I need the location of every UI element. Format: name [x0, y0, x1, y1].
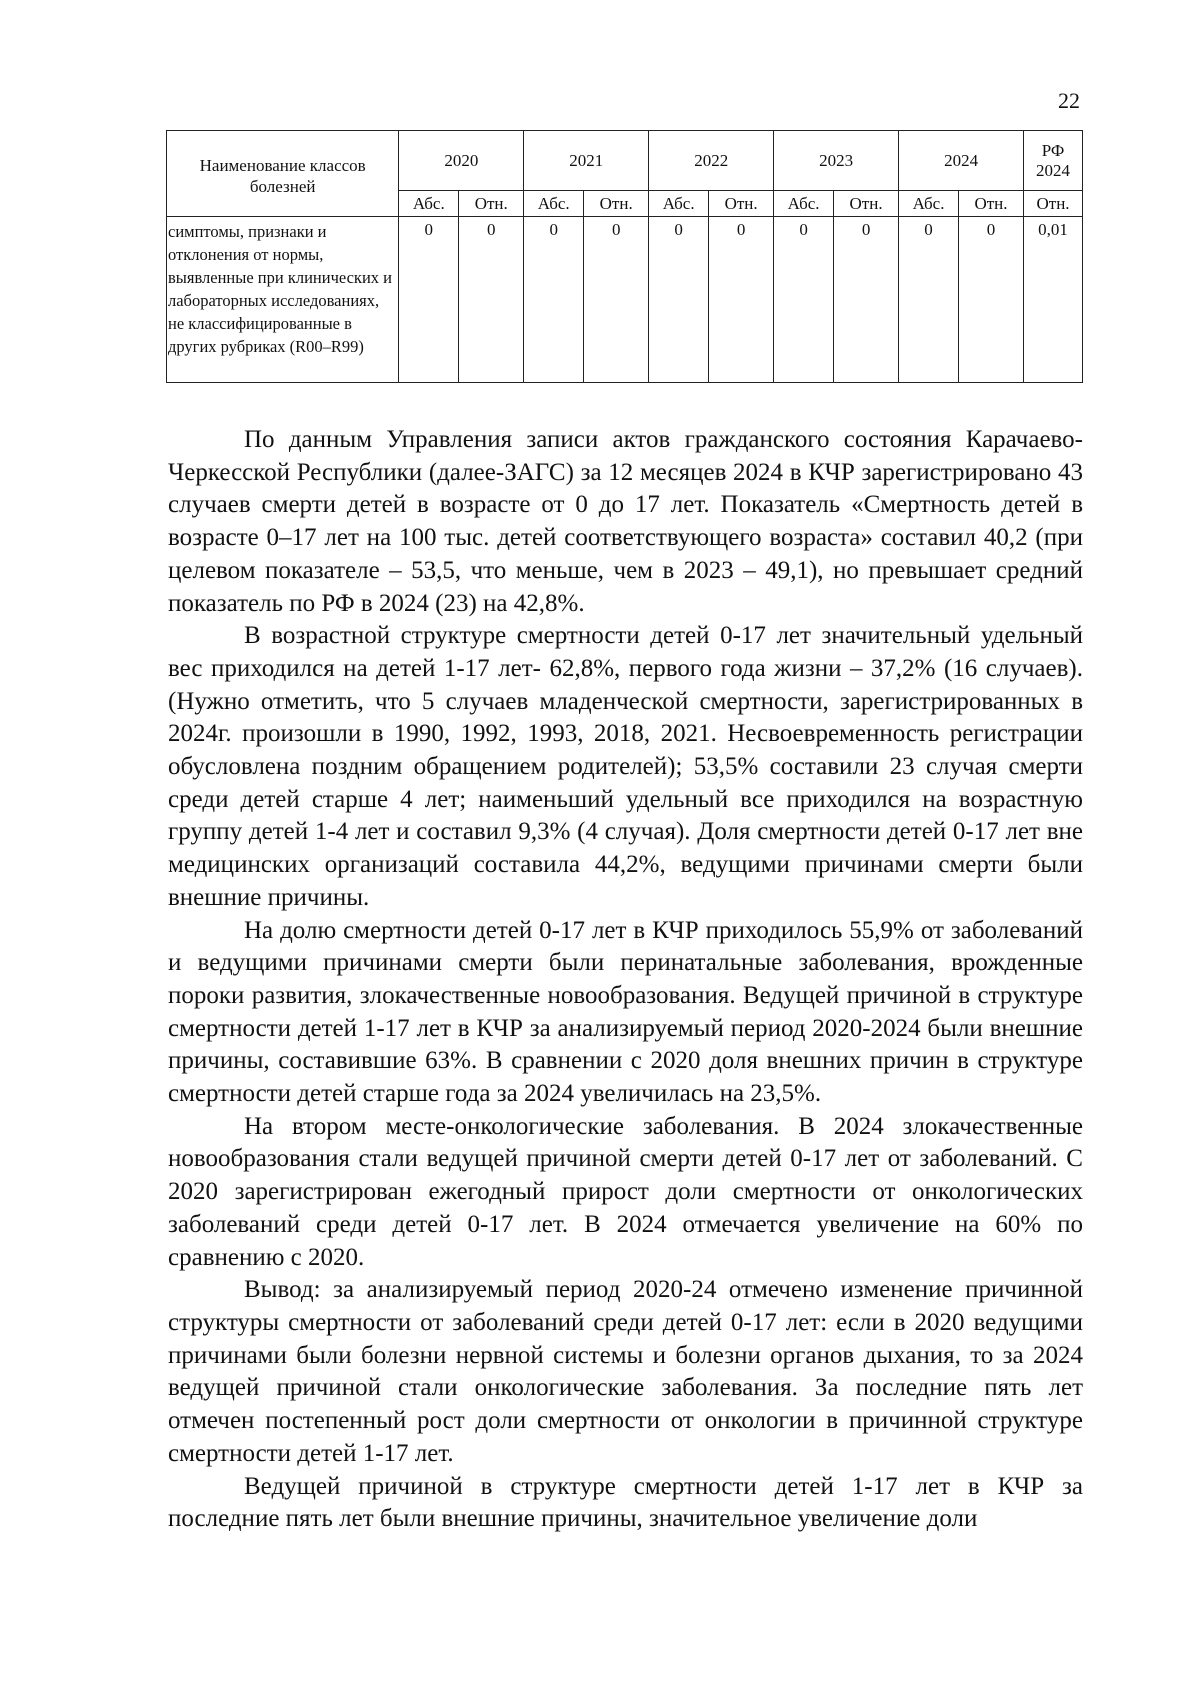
cell-2021-abs: 0 [524, 217, 584, 383]
cell-2023-abs: 0 [774, 217, 834, 383]
header-year-2020: 2020 [399, 131, 524, 191]
header-year-2023: 2023 [774, 131, 899, 191]
subheader-rel: Отн. [834, 191, 899, 217]
header-disease-class: Наименование классов болезней [167, 131, 399, 217]
subheader-abs: Абс. [524, 191, 584, 217]
header-year-2022: 2022 [649, 131, 774, 191]
subheader-rel: Отн. [584, 191, 649, 217]
body-text [168, 424, 1083, 1536]
paragraph: В возрастной структуре смертности детей 0-17 лет значительный удельный вес приходился на детей 1-17 лет- 62,8%, первого года жизни – 37,2% (16 случаев). (Нужно отметить, что 5 случаев младенческой смертности, зарегистрированных в 2024г. произошли в 1990, 1992, 1993, 2018, 2021. Несвоевременность регистрации обусловлена поздним обращением родителей); 53,5% составили 23 случая смерти среди детей старше 4 лет; наименьший удельный все приходился на возрастную группу детей 1-4 лет и составил 9,3% (4 случая). Доля смертности детей 0-17 лет вне медицинских организаций составила 44,2%, ведущими причинами смерти были внешние причины. [168, 622, 1083, 911]
paragraph: На втором месте-онкологические заболевания. В 2024 злокачественные новообразования стали ведущей причиной смерти детей 0-17 лет от заболеваний. С 2020 зарегистрирован ежегодный прирост доли смертности от онкологических заболеваний среди детей 0-17 лет. В 2024 отмечается увеличение на 60% по сравнению с 2020. [168, 1112, 1083, 1271]
paragraph: На долю смертности детей 0-17 лет в КЧР приходилось 55,9% от заболеваний и ведущими причинами смерти были перинатальные заболевания, врожденные пороки развития, злокачественные новообразования. Ведущей причиной в структуре смертности детей 1-17 лет в КЧР за анализируемый период 2020-2024 были внешние причины, составившие 63%. В сравнении с 2020 доля внешних причин в структуре смертности детей старше года за 2024 увеличилась на 23,5%. [168, 916, 1083, 1108]
cell-2022-rel: 0 [709, 217, 774, 383]
cell-2022-abs: 0 [649, 217, 709, 383]
cell-rf-2024-rel: 0,01 [1024, 217, 1083, 383]
subheader-rel: Отн. [709, 191, 774, 217]
subheader-abs: Абс. [899, 191, 959, 217]
cell-2023-rel: 0 [834, 217, 899, 383]
header-year-2021: 2021 [524, 131, 649, 191]
row-disease-name: симптомы, признаки и отклонения от нормы, выявленные при клинических и лабораторных исследованиях, не классифицированные в других рубриках (R00–R99) [167, 217, 399, 383]
subheader-rel: Отн. [1024, 191, 1083, 217]
subheader-abs: Абс. [774, 191, 834, 217]
paragraph: Ведущей причиной в структуре смертности детей 1-17 лет в КЧР за последние пять лет были внешние причины, значительное увеличение доли [168, 1472, 1083, 1533]
subheader-rel: Отн. [958, 191, 1023, 217]
subheader-rel: Отн. [459, 191, 524, 217]
table-row [167, 217, 1083, 383]
subheader-abs: Абс. [399, 191, 459, 217]
page-number: 22 [1058, 88, 1080, 113]
subheader-abs: Абс. [649, 191, 709, 217]
cell-2024-rel: 0 [958, 217, 1023, 383]
header-year-2024: 2024 [899, 131, 1024, 191]
mortality-table [166, 130, 1083, 383]
paragraph: По данным Управления записи актов гражданского состояния Карачаево-Черкесской Республики (далее-ЗАГС) за 12 месяцев 2024 в КЧР зарегистрировано 43 случаев смерти детей в возрасте от 0 до 17 лет. Показатель «Смертность детей в возрасте 0–17 лет на 100 тыс. детей соответствующего возраста» составил 40,2 (при целевом показателе – 53,5, что меньше, чем в 2023 – 49,1), но превышает средний показатель по РФ в 2024 (23) на 42,8%. [168, 426, 1083, 617]
paragraph: Вывод: за анализируемый период 2020-24 отмечено изменение причинной структуры смертности от заболеваний среди детей 0-17 лет: если в 2020 ведущими причинами были болезни нервной системы и болезни органов дыхания, то за 2024 ведущей причиной стали онкологические заболевания. За последние пять лет отмечен постепенный рост доли смертности от онкологии в причинной структуре смертности детей 1-17 лет. [168, 1276, 1083, 1467]
cell-2020-rel: 0 [459, 217, 524, 383]
cell-2020-abs: 0 [399, 217, 459, 383]
cell-2024-abs: 0 [899, 217, 959, 383]
header-rf-2024: РФ 2024 [1024, 131, 1083, 191]
cell-2021-rel: 0 [584, 217, 649, 383]
